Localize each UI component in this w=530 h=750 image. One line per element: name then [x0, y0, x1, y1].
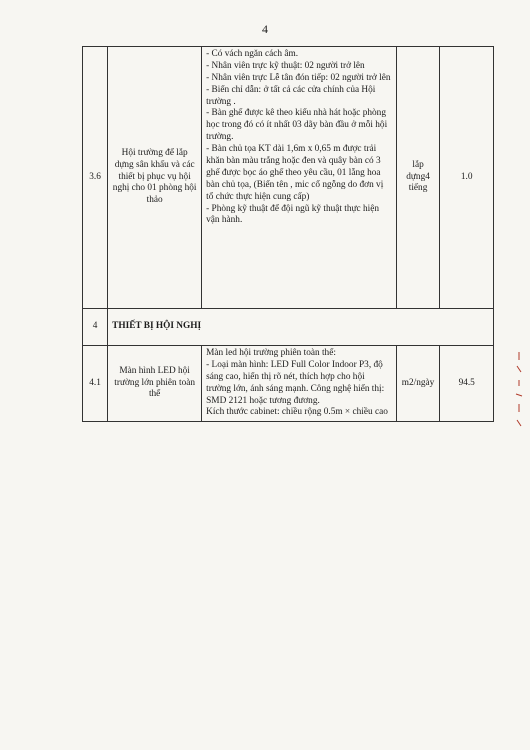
item-description: [202, 346, 397, 422]
row-number: 3.6: [83, 47, 108, 309]
item-unit: lắp dựng4 tiếng: [396, 47, 440, 309]
description-line: - Nhân viên trực kỹ thuật: 02 người trở lên: [206, 60, 365, 71]
item-quantity: 1.0: [440, 47, 494, 309]
table-row: [83, 47, 494, 309]
description-line: - Có vách ngăn cách âm.: [206, 49, 299, 59]
section-row: [83, 309, 494, 346]
description-line: - Loại màn hình: LED Full Color Indoor P3, độ sáng cao, hiển thị rõ nét, thích hợp cho hội trường lớn, ánh sáng mạnh. Công nghệ hiển thị: SMD 2121 hoặc tương đương.: [206, 359, 385, 406]
description-line: - Bàn ghế được kê theo kiểu nhà hát hoặc phòng học trong đó có ít nhất 03 dãy bàn đầu ở mỗi hội trường.: [206, 108, 388, 143]
description-line: - Nhân viên trực Lễ tân đón tiếp: 02 người trở lên: [206, 72, 391, 83]
page-number: 4: [262, 22, 268, 36]
item-quantity: 94.5: [440, 346, 494, 422]
description-line: - Bàn chủ tọa KT dài 1,6m x 0,65 m được trải khăn bàn màu trắng hoặc đen và quây bàn có 3 ghế được bọc áo ghế theo yêu cầu, 01 lẵng hoa bàn chủ tọa, (Biển tên , mic cổ ngỗng do đơn vị tổ chức thực hiện cung cấp): [206, 144, 384, 202]
margin-stamp-marks: [512, 350, 526, 435]
item-name: Hội trường để lắp dựng sân khấu và các thiết bị phục vụ hội nghị cho 01 phòng hội thảo: [108, 47, 202, 309]
quotation-table: [82, 46, 494, 422]
item-unit: m2/ngày: [396, 346, 440, 422]
description-line: - Phòng kỹ thuật để đội ngũ kỹ thuật thực hiện vận hành.: [206, 203, 380, 226]
table-row: [83, 346, 494, 422]
row-number: 4.1: [83, 346, 108, 422]
item-name: Màn hình LED hội trường lớn phiên toàn thể: [108, 346, 202, 422]
description-line: Kích thước cabinet: chiều rộng 0.5m × chiều cao: [206, 407, 388, 418]
item-description: [202, 47, 397, 309]
section-title: THIẾT BỊ HỘI NGHỊ: [108, 309, 494, 346]
section-number: 4: [83, 309, 108, 346]
stamp-edge-icon: [512, 350, 526, 430]
description-line: Màn led hội trường phiên toàn thể:: [206, 348, 336, 358]
description-line: - Biển chỉ dẫn: ở tất cả các cửa chính của Hội trường .: [206, 84, 376, 107]
